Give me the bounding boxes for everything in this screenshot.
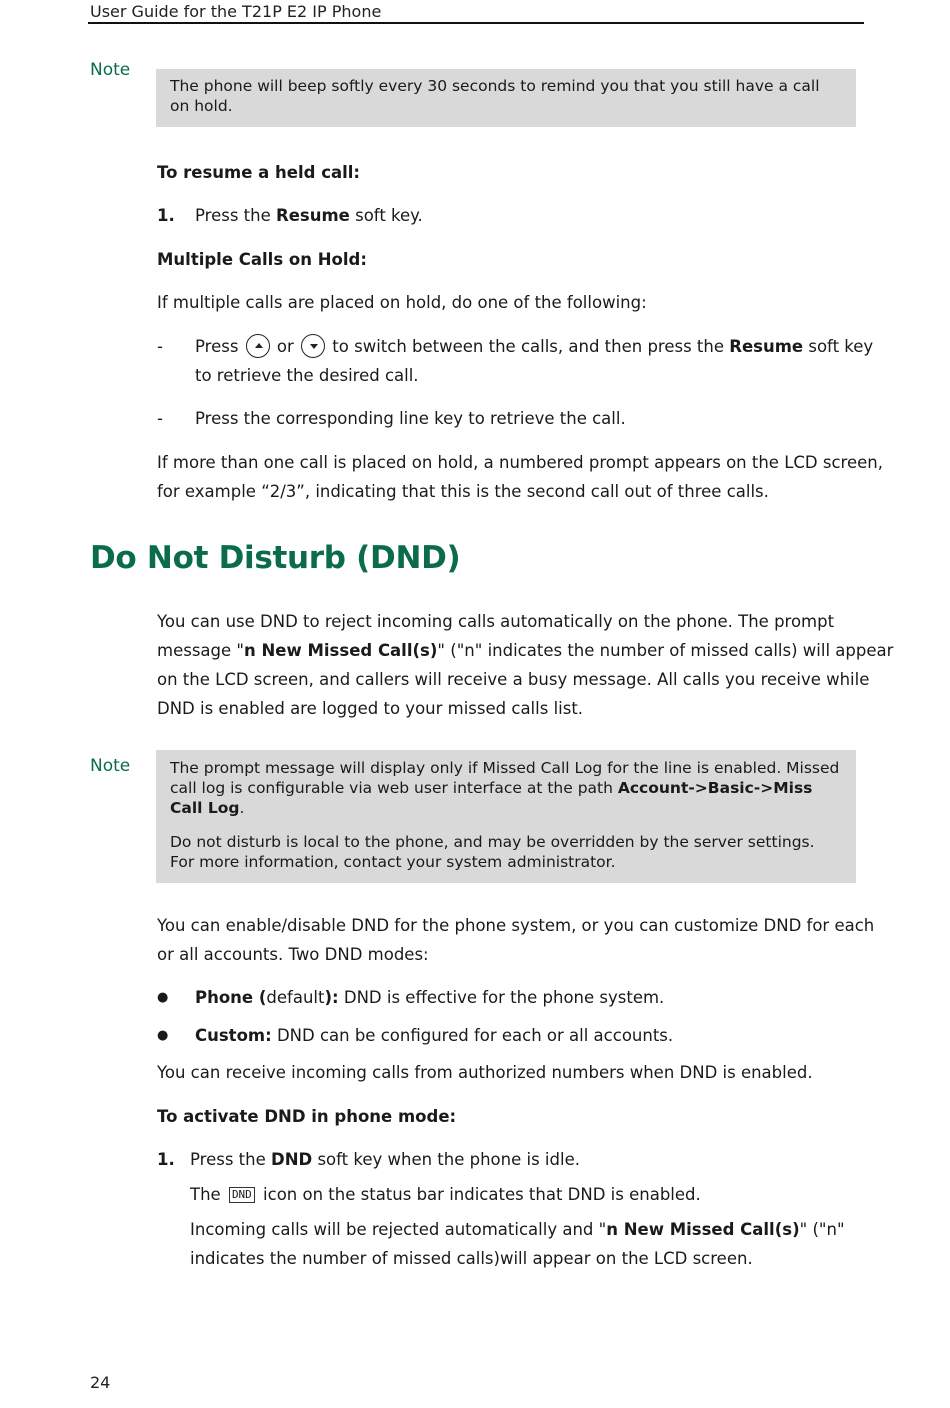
mode-name: Custom: — [195, 1026, 272, 1045]
menu-path: Account->Basic->Miss Call Log — [170, 779, 813, 817]
text-run: " ( — [437, 641, 457, 660]
note-label: Note — [90, 60, 131, 80]
text-run: " ( — [799, 1220, 819, 1239]
paragraph — [157, 911, 874, 969]
text-run: default — [266, 988, 325, 1007]
dash-marker: - — [157, 409, 163, 428]
down-arrow-key-icon — [301, 334, 325, 358]
note-text: The phone will beep softly every 30 seconds to remind you that you still have a call on hold. — [170, 77, 820, 115]
note-box — [156, 69, 856, 127]
header-rule — [88, 22, 864, 24]
activate-step — [190, 1145, 580, 1174]
paragraph: You can receive incoming calls from authorized numbers when DND is enabled. — [157, 1063, 813, 1082]
note-text: Do not disturb is local to the phone, and may be overridden by the server settings. For more information, contact your system administrator. — [170, 833, 815, 871]
text-line: DND is enabled are logged to your missed calls list. — [157, 699, 584, 718]
item-text: or — [271, 337, 300, 356]
text-run: . — [239, 799, 245, 817]
list-item: Press the corresponding line key to retrieve the call. — [195, 409, 626, 428]
paragraph — [190, 1180, 701, 1209]
dash-marker: - — [157, 337, 163, 356]
item-text: Press — [195, 337, 244, 356]
multiple-heading: Multiple Calls on Hold: — [157, 250, 367, 269]
bullet-marker: ● — [157, 990, 169, 1005]
step-text: soft key. — [349, 206, 423, 225]
text-line — [190, 1215, 845, 1244]
item-text: to switch between the calls, and then press the — [327, 337, 730, 356]
note-box — [156, 750, 856, 883]
missed-call-prompt: n New Missed Call(s) — [606, 1220, 800, 1239]
step-number: 1. — [157, 1150, 175, 1169]
resume-heading: To resume a held call: — [157, 163, 361, 182]
resume-key: Resume — [729, 337, 804, 356]
text-run: message " — [157, 641, 244, 660]
running-header: User Guide for the T21P E2 IP Phone — [90, 2, 382, 21]
text-run: The prompt message will display only if Missed Call Log for the line is enabled. Missed call log is configurable via web user interface at the path — [170, 759, 840, 797]
text-line: or all accounts. Two DND modes: — [157, 945, 429, 964]
text-run: Press the — [190, 1150, 271, 1169]
text-line: If more than one call is placed on hold, a numbered prompt appears on the LCD screen, — [157, 453, 883, 472]
dnd-status-icon: DND — [229, 1187, 255, 1203]
resume-step — [195, 201, 423, 230]
section-title: Do Not Disturb (DND) — [90, 540, 461, 576]
list-item — [195, 1021, 673, 1050]
list-item — [195, 983, 664, 1012]
step-text: Press the — [195, 206, 276, 225]
missed-call-prompt: n New Missed Call(s) — [244, 641, 438, 660]
multiple-intro: If multiple calls are placed on hold, do one of the following: — [157, 293, 647, 312]
text-run: ( — [253, 988, 267, 1007]
page-number: 24 — [90, 1373, 111, 1392]
dnd-key: DND — [271, 1150, 313, 1169]
activate-heading: To activate DND in phone mode: — [157, 1107, 457, 1126]
text-line: indicates the number of missed calls)will appear on the LCD screen. — [190, 1249, 753, 1268]
resume-key: Resume — [276, 206, 350, 225]
paragraph — [157, 607, 893, 723]
text-run: The — [190, 1185, 226, 1204]
up-arrow-key-icon — [246, 334, 270, 358]
item-text: soft key — [803, 337, 874, 356]
text-run: DND can be configured for each or all accounts. — [271, 1026, 674, 1045]
text-run: DND is effective for the phone system. — [338, 988, 665, 1007]
note-text — [170, 758, 842, 818]
text-run: soft key when the phone is idle. — [312, 1150, 580, 1169]
paragraph — [190, 1215, 845, 1273]
text-run: "n" indicates the number of missed calls) will appear — [456, 641, 894, 660]
text-run: "n" — [818, 1220, 845, 1239]
text-line: You can enable/disable DND for the phone system, or you can customize DND for each — [157, 916, 875, 935]
step-number: 1. — [157, 206, 175, 225]
mode-name: Phone — [195, 988, 254, 1007]
text-line: on the LCD screen, and callers will receive a busy message. All calls you receive while — [157, 670, 870, 689]
note-label: Note — [90, 756, 131, 776]
item-text: to retrieve the desired call. — [195, 366, 419, 385]
text-run: icon on the status bar indicates that DND is enabled. — [257, 1185, 701, 1204]
list-item — [195, 332, 875, 390]
text-line: for example “2/3”, indicating that this is the second call out of three calls. — [157, 482, 769, 501]
text-run: Incoming calls will be rejected automatically and " — [190, 1220, 607, 1239]
paragraph — [157, 448, 883, 506]
text-run: ): — [324, 988, 339, 1007]
text-line: You can use DND to reject incoming calls automatically on the phone. The prompt — [157, 612, 835, 631]
text-line — [157, 636, 893, 665]
bullet-marker: ● — [157, 1028, 169, 1043]
